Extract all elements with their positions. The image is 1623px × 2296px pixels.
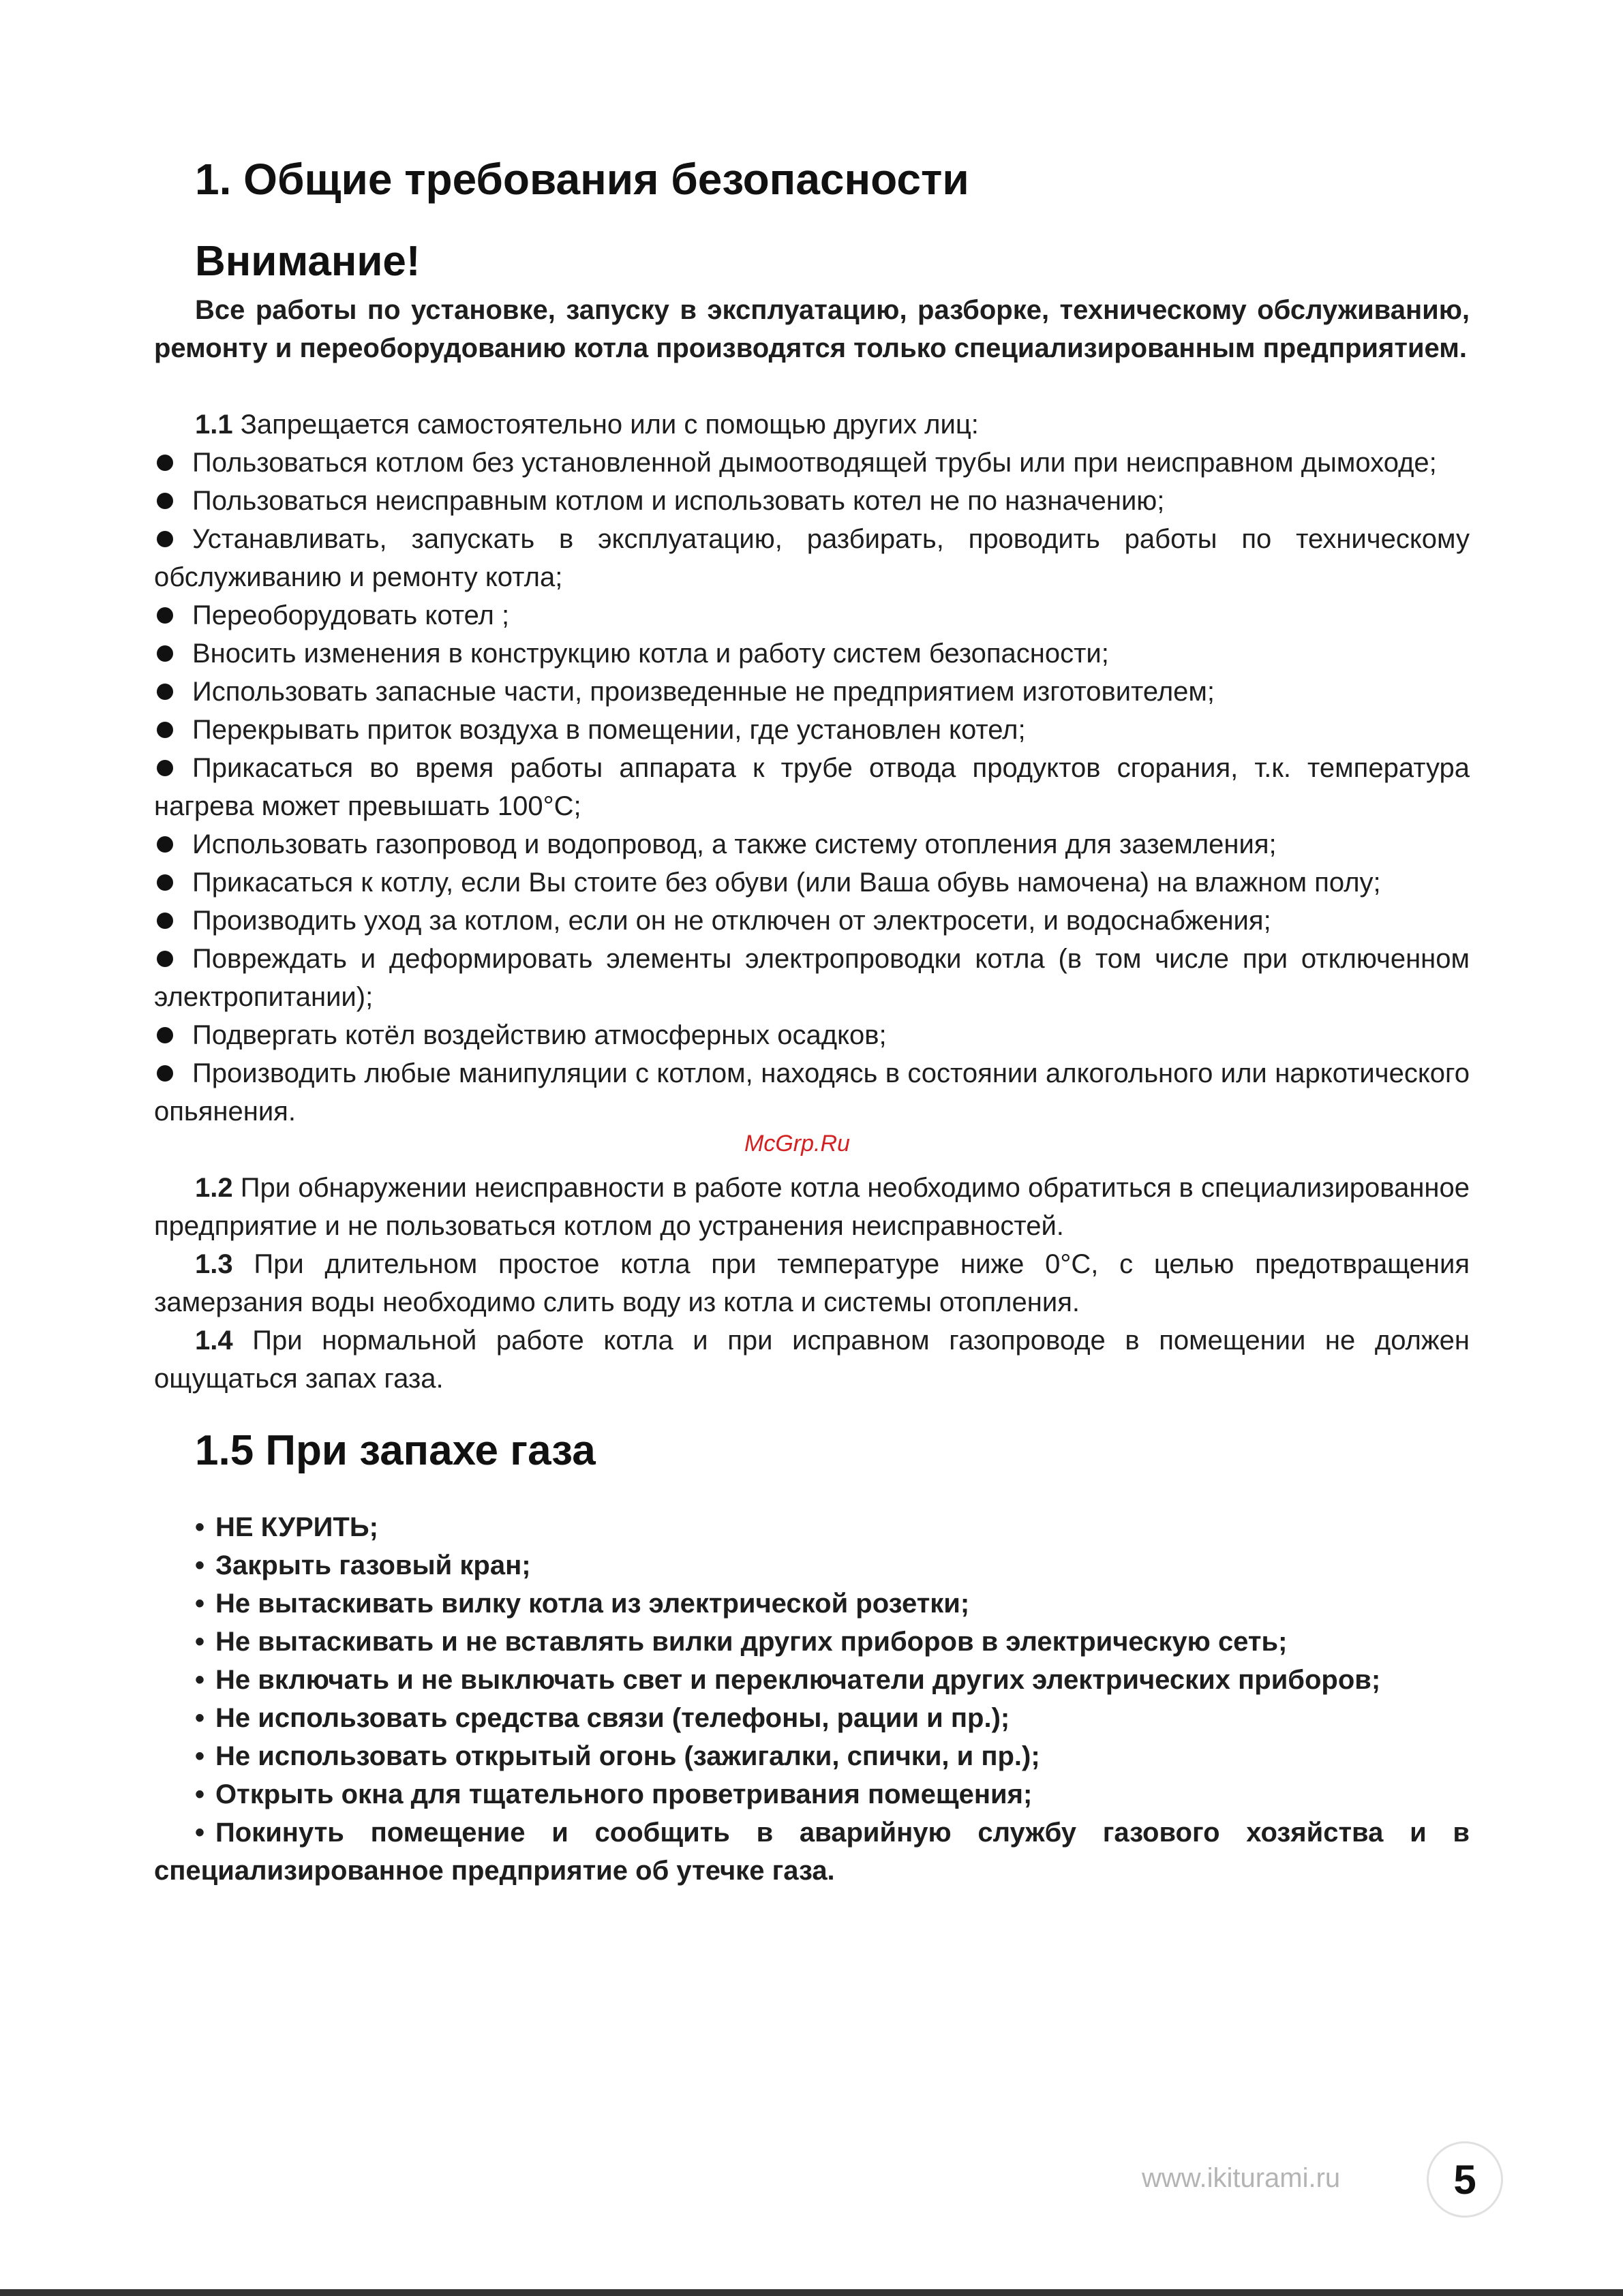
gas-smell-heading: 1.5 При запахе газа — [195, 1427, 596, 1474]
list-item: Перекрывать приток воздуха в помещении, где установлен котел; — [154, 711, 1470, 749]
section-text: Запрещается самостоятельно или с помощью других лиц: — [232, 410, 979, 440]
section-1-1-intro — [154, 405, 1470, 444]
section-number: 1.1 — [195, 410, 233, 440]
bullet-icon — [157, 722, 173, 738]
list-item: Устанавливать, запускать в эксплуатацию, разбирать, проводить работы по техническому обслуживанию и ремонту котла; — [154, 524, 1470, 592]
list-item: Вносить изменения в конструкцию котла и работу систем безопасности; — [154, 634, 1470, 673]
watermark: McGrp.Ru — [744, 1131, 850, 1157]
list-item: Прикасаться во время работы аппарата к трубе отвода продуктов сгорания, т.к. температура нагрева может превышать 100°С; — [154, 753, 1470, 821]
prohibitions-list — [154, 444, 1470, 1131]
bullet-icon — [157, 455, 173, 471]
list-item: Подвергать котёл воздействию атмосферных осадков; — [154, 1016, 1470, 1054]
list-item: Использовать запасные части, произведенные не предприятием изготовителем; — [154, 673, 1470, 711]
bottom-edge — [0, 2289, 1623, 2296]
bullet-icon — [157, 874, 173, 891]
list-item: • Не использовать открытый огонь (зажигалки, спички, и пр.); — [154, 1737, 1470, 1775]
section-text: При длительном простое котла при температуре ниже 0°С, с целью предотвращения замерзания воды необходимо слить воду из котла и системы отопления. — [154, 1249, 1470, 1317]
section-1-2 — [154, 1169, 1470, 1245]
list-item: • Не вытаскивать и не вставлять вилки других приборов в электрическую сеть; — [154, 1623, 1470, 1661]
bullet-icon — [157, 1027, 173, 1043]
list-item: • Не вытаскивать вилку котла из электрической розетки; — [154, 1585, 1470, 1623]
section-title: 1. Общие требования безопасности — [195, 155, 969, 204]
bullet-icon: • — [195, 1512, 205, 1542]
list-item: Повреждать и деформировать элементы электропроводки котла (в том числе при отключенном электропитании); — [154, 944, 1470, 1012]
bullet-icon: • — [195, 1627, 205, 1657]
attention-text: Все работы по установке, запуску в эксплуатацию, разборке, техническому обслуживанию, ремонту и переоборудованию котла производятся только специализированным предприятием. — [154, 295, 1470, 363]
bullet-icon: • — [195, 1741, 205, 1771]
bullet-icon — [157, 836, 173, 853]
page-number: 5 — [1453, 2156, 1476, 2203]
gas-actions-list — [154, 1508, 1470, 1890]
section-text: При нормальной работе котла и при исправном газопроводе в помещении не должен ощущаться запах газа. — [154, 1326, 1470, 1394]
list-item: Производить уход за котлом, если он не отключен от электросети, и водоснабжения; — [154, 902, 1470, 940]
bullet-icon — [157, 607, 173, 624]
bullet-icon — [157, 493, 173, 509]
bullet-icon: • — [195, 1818, 205, 1848]
bullet-icon: • — [195, 1703, 205, 1733]
list-item: Использовать газопровод и водопровод, а также систему отопления для заземления; — [154, 825, 1470, 863]
section-1-4 — [154, 1321, 1470, 1398]
list-item: Пользоваться неисправным котлом и использовать котел не по назначению; — [154, 482, 1470, 520]
bullet-icon — [157, 645, 173, 662]
list-item: • Не использовать средства связи (телефоны, рации и пр.); — [154, 1699, 1470, 1737]
bullet-icon — [157, 531, 173, 547]
attention-heading: Внимание! — [195, 238, 421, 285]
list-item: • Закрыть газовый кран; — [154, 1546, 1470, 1585]
section-number: 1.4 — [195, 1326, 233, 1356]
footer-url[interactable]: www.ikiturami.ru — [1142, 2163, 1341, 2193]
list-item: Прикасаться к котлу, если Вы стоите без обуви (или Ваша обувь намочена) на влажном полу; — [154, 863, 1470, 902]
list-item: Переоборудовать котел ; — [154, 596, 1470, 634]
section-text: При обнаружении неисправности в работе котла необходимо обратиться в специализированное предприятие и не пользоваться котлом до устранения неисправностей. — [154, 1173, 1470, 1241]
bullet-icon — [157, 760, 173, 776]
section-1-3 — [154, 1245, 1470, 1321]
section-number: 1.2 — [195, 1173, 233, 1203]
list-item: • Открыть окна для тщательного проветривания помещения; — [154, 1775, 1470, 1813]
bullet-icon: • — [195, 1779, 205, 1809]
page-content — [154, 147, 1470, 1890]
bullet-icon — [157, 1065, 173, 1082]
list-item: Производить любые манипуляции с котлом, находясь в состоянии алкогольного или наркотического опьянения. — [154, 1058, 1470, 1127]
bullet-icon: • — [195, 1665, 205, 1695]
bullet-icon: • — [195, 1550, 205, 1580]
list-item: • Покинуть помещение и сообщить в аварийную службу газового хозяйства и в специализированное предприятие об утечке газа. — [154, 1813, 1470, 1890]
list-item: Пользоваться котлом без установленной дымоотводящей трубы или при неисправном дымоходе; — [154, 444, 1470, 482]
bullet-icon — [157, 913, 173, 929]
list-item: • Не включать и не выключать свет и переключатели других электрических приборов; — [154, 1661, 1470, 1699]
section-number: 1.3 — [195, 1249, 233, 1279]
list-item: • НЕ КУРИТЬ; — [154, 1508, 1470, 1546]
page-number-badge — [1427, 2141, 1503, 2218]
bullet-icon — [157, 684, 173, 700]
bullet-icon — [157, 951, 173, 967]
bullet-icon: • — [195, 1589, 205, 1619]
